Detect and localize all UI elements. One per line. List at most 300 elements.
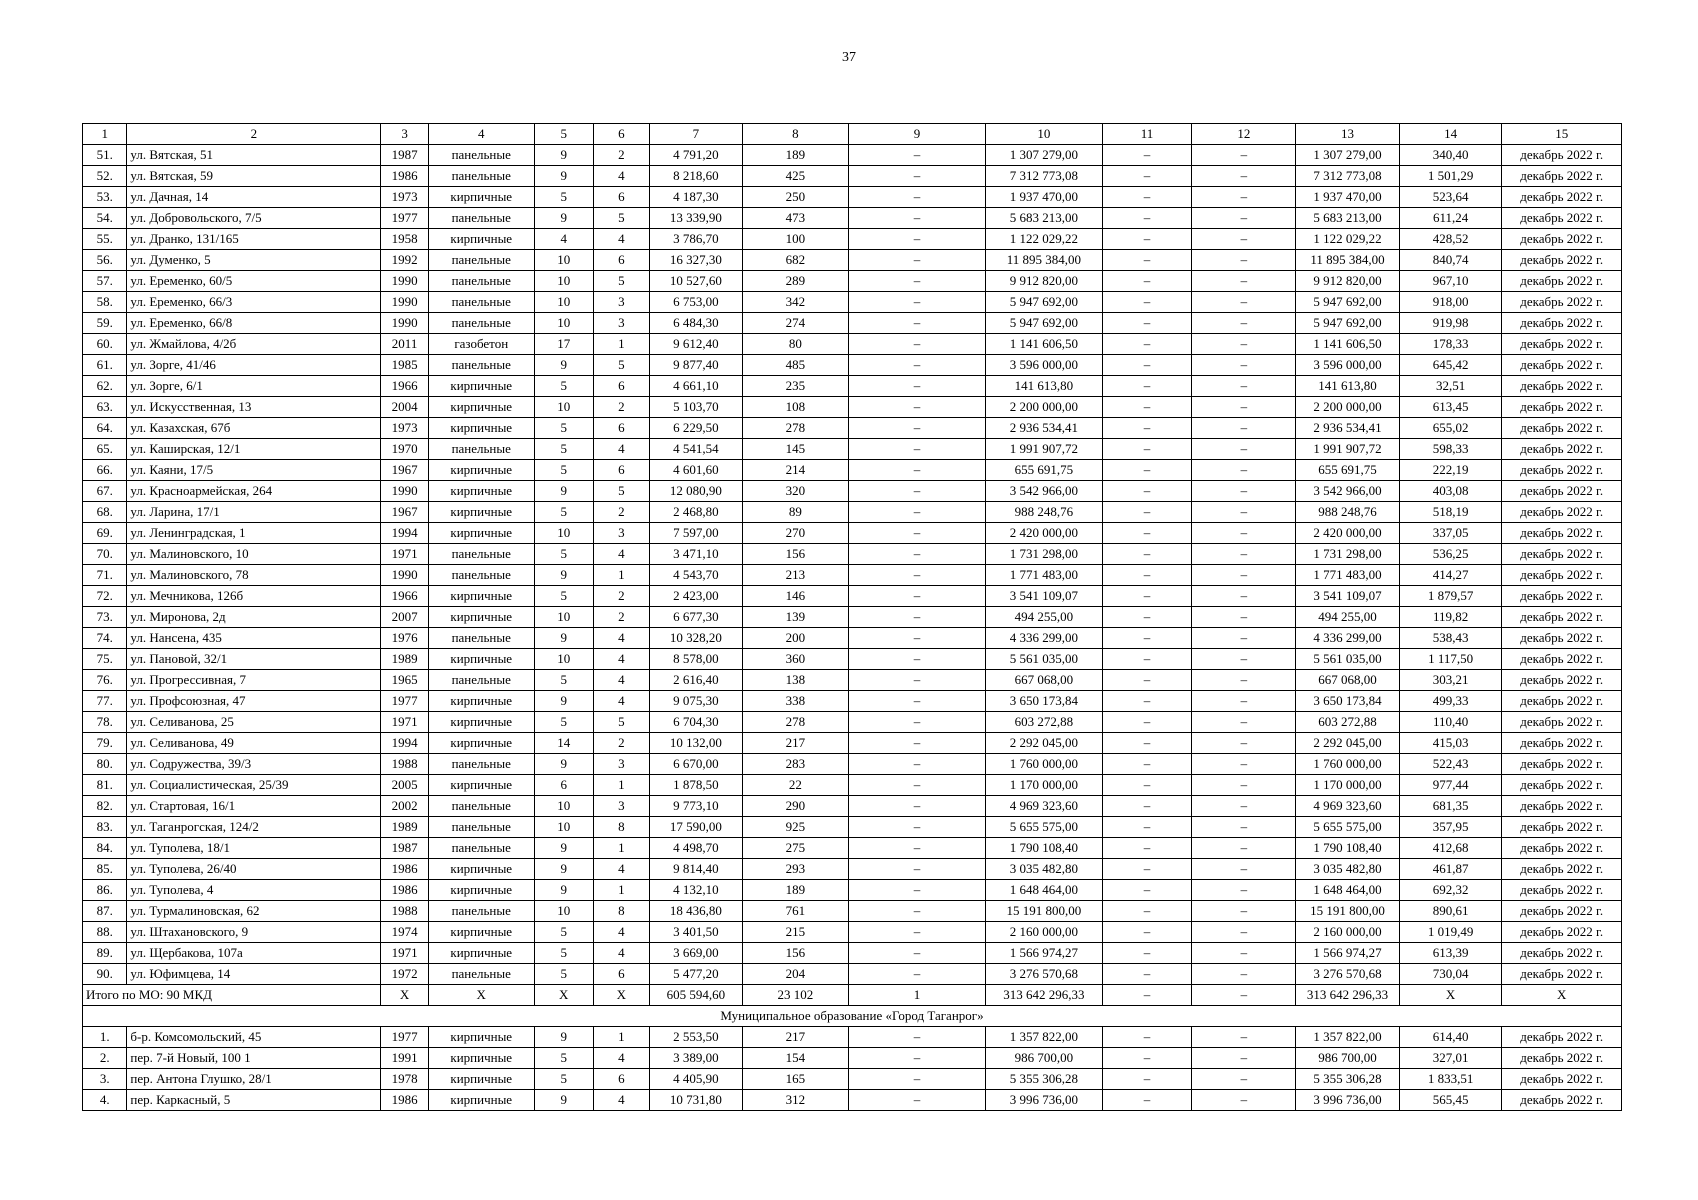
table-cell: 2 160 000,00 xyxy=(1296,922,1400,943)
table-cell: – xyxy=(1192,607,1296,628)
table-cell: 10 xyxy=(986,124,1102,145)
table-cell: 4 187,30 xyxy=(649,187,742,208)
table-cell: 1 790 108,40 xyxy=(986,838,1102,859)
table-cell: 69. xyxy=(83,523,127,544)
table-cell: 283 xyxy=(742,754,848,775)
table-cell: ул. Миронова, 2д xyxy=(127,607,381,628)
table-cell: 60. xyxy=(83,334,127,355)
table-cell: – xyxy=(1192,985,1296,1006)
table-cell: ул. Красноармейская, 264 xyxy=(127,481,381,502)
table-cell: ул. Дачная, 14 xyxy=(127,187,381,208)
table-cell: – xyxy=(1192,271,1296,292)
table-cell: – xyxy=(848,1069,986,1090)
table-cell: 5 947 692,00 xyxy=(986,313,1102,334)
table-cell: 6 xyxy=(593,964,649,985)
table-cell: – xyxy=(848,859,986,880)
table-cell: – xyxy=(1192,733,1296,754)
table-cell: 65. xyxy=(83,439,127,460)
table-cell: 3 xyxy=(593,523,649,544)
table-cell: 4 xyxy=(593,229,649,250)
table-cell: 11 895 384,00 xyxy=(1296,250,1400,271)
table-cell: 2. xyxy=(83,1048,127,1069)
table-cell: 270 xyxy=(742,523,848,544)
table-cell: 2 200 000,00 xyxy=(986,397,1102,418)
table-cell: 1958 xyxy=(381,229,429,250)
table-cell: 730,04 xyxy=(1399,964,1502,985)
table-cell: 1976 xyxy=(381,628,429,649)
table-cell: 200 xyxy=(742,628,848,649)
table-cell: – xyxy=(848,901,986,922)
table-cell: 1967 xyxy=(381,460,429,481)
table-cell: 2004 xyxy=(381,397,429,418)
table-cell: 74. xyxy=(83,628,127,649)
table-row xyxy=(83,208,1622,229)
table-cell: – xyxy=(848,334,986,355)
table-cell: 327,01 xyxy=(1399,1048,1502,1069)
table-cell: – xyxy=(848,166,986,187)
table-row xyxy=(83,859,1622,880)
table-cell: – xyxy=(848,313,986,334)
table-cell: 3 035 482,80 xyxy=(1296,859,1400,880)
table-cell: – xyxy=(848,187,986,208)
table-cell: 14 xyxy=(534,733,593,754)
table-cell: ул. Еременко, 60/5 xyxy=(127,271,381,292)
table-cell: 7 312 773,08 xyxy=(986,166,1102,187)
table-cell: – xyxy=(1192,649,1296,670)
table-cell: 10 xyxy=(534,523,593,544)
table-cell: 3 596 000,00 xyxy=(1296,355,1400,376)
table-cell: 89 xyxy=(742,502,848,523)
table-cell: 1 937 470,00 xyxy=(986,187,1102,208)
table-cell: 4 661,10 xyxy=(649,376,742,397)
table-cell: кирпичные xyxy=(428,880,534,901)
table-cell: 4 336 299,00 xyxy=(986,628,1102,649)
table-cell: X xyxy=(593,985,649,1006)
table-cell: 313 642 296,33 xyxy=(1296,985,1400,1006)
table-cell: – xyxy=(848,1027,986,1048)
table-cell: 1990 xyxy=(381,565,429,586)
table-cell: ул. Селиванова, 49 xyxy=(127,733,381,754)
table-cell: 5 477,20 xyxy=(649,964,742,985)
table-cell: панельные xyxy=(428,439,534,460)
table-cell: 10 xyxy=(534,271,593,292)
table-cell: 2 xyxy=(593,145,649,166)
table-cell: 428,52 xyxy=(1399,229,1502,250)
table-cell: 5 xyxy=(534,439,593,460)
table-cell: панельные xyxy=(428,817,534,838)
table-cell: 2 xyxy=(593,397,649,418)
table-cell: – xyxy=(848,502,986,523)
table-cell: 71. xyxy=(83,565,127,586)
table-cell: декабрь 2022 г. xyxy=(1502,250,1622,271)
table-cell: 611,24 xyxy=(1399,208,1502,229)
table-cell: 4 601,60 xyxy=(649,460,742,481)
table-cell: – xyxy=(1102,166,1192,187)
table-cell: 2 xyxy=(593,607,649,628)
table-cell: 2 xyxy=(593,733,649,754)
table-cell: – xyxy=(1192,880,1296,901)
table-cell: – xyxy=(1102,502,1192,523)
table-cell: 1991 xyxy=(381,1048,429,1069)
table-cell: 4 405,90 xyxy=(649,1069,742,1090)
table-cell: 293 xyxy=(742,859,848,880)
table-cell: – xyxy=(848,670,986,691)
table-cell: 290 xyxy=(742,796,848,817)
table-cell: – xyxy=(1102,376,1192,397)
table-cell: 68. xyxy=(83,502,127,523)
table-cell: 12 xyxy=(1192,124,1296,145)
table-cell: ул. Юфимцева, 14 xyxy=(127,964,381,985)
table-cell: – xyxy=(848,922,986,943)
table-cell: 3 471,10 xyxy=(649,544,742,565)
table-cell: – xyxy=(1102,1090,1192,1111)
table-cell: 5 xyxy=(534,187,593,208)
table-cell: декабрь 2022 г. xyxy=(1502,187,1622,208)
table-cell: декабрь 2022 г. xyxy=(1502,712,1622,733)
table-row xyxy=(83,334,1622,355)
table-cell: кирпичные xyxy=(428,1048,534,1069)
table-cell: – xyxy=(848,964,986,985)
table-cell: 1 879,57 xyxy=(1399,586,1502,607)
table-cell: ул. Думенко, 5 xyxy=(127,250,381,271)
table-row xyxy=(83,187,1622,208)
table-cell: 9 xyxy=(534,754,593,775)
table-cell: декабрь 2022 г. xyxy=(1502,1090,1622,1111)
table-cell: – xyxy=(848,880,986,901)
table-cell: 1 xyxy=(593,334,649,355)
table-cell: 667 068,00 xyxy=(986,670,1102,691)
table-cell: – xyxy=(1192,376,1296,397)
table-cell: – xyxy=(1102,607,1192,628)
table-cell: 4 xyxy=(593,544,649,565)
table-cell: 1 141 606,50 xyxy=(1296,334,1400,355)
table-cell: – xyxy=(1192,418,1296,439)
table-row xyxy=(83,565,1622,586)
table-cell: – xyxy=(1102,292,1192,313)
table-cell: 1 501,29 xyxy=(1399,166,1502,187)
table-cell: 275 xyxy=(742,838,848,859)
table-cell: 64. xyxy=(83,418,127,439)
table-cell: декабрь 2022 г. xyxy=(1502,565,1622,586)
table-cell: 1986 xyxy=(381,166,429,187)
table-cell: ул. Турмалиновская, 62 xyxy=(127,901,381,922)
table-cell: 278 xyxy=(742,418,848,439)
table-cell: 10 527,60 xyxy=(649,271,742,292)
table-cell: 1989 xyxy=(381,817,429,838)
table-cell: – xyxy=(1102,187,1192,208)
table-cell: – xyxy=(1102,901,1192,922)
table-cell: 1 648 464,00 xyxy=(1296,880,1400,901)
table-cell: 84. xyxy=(83,838,127,859)
table-cell: – xyxy=(1102,418,1192,439)
table-cell: 2 420 000,00 xyxy=(986,523,1102,544)
table-cell: 3 xyxy=(593,754,649,775)
table-cell: декабрь 2022 г. xyxy=(1502,817,1622,838)
table-cell: – xyxy=(1192,292,1296,313)
table-cell: 1970 xyxy=(381,439,429,460)
table-cell: 6 229,50 xyxy=(649,418,742,439)
table-row xyxy=(83,397,1622,418)
table-cell: 100 xyxy=(742,229,848,250)
table-cell: декабрь 2022 г. xyxy=(1502,292,1622,313)
table-cell: декабрь 2022 г. xyxy=(1502,313,1622,334)
table-cell: – xyxy=(1102,880,1192,901)
table-cell: 77. xyxy=(83,691,127,712)
table-cell: 1986 xyxy=(381,859,429,880)
table-cell: кирпичные xyxy=(428,1069,534,1090)
table-cell: – xyxy=(1192,334,1296,355)
table-cell: 3 035 482,80 xyxy=(986,859,1102,880)
table-cell: 1 117,50 xyxy=(1399,649,1502,670)
table-cell: 2005 xyxy=(381,775,429,796)
table-cell: – xyxy=(1102,355,1192,376)
table-cell: 57. xyxy=(83,271,127,292)
table-cell: 1986 xyxy=(381,880,429,901)
table-cell: – xyxy=(1102,691,1192,712)
table-cell: 72. xyxy=(83,586,127,607)
table-cell: 7 xyxy=(649,124,742,145)
table-cell: 1 771 483,00 xyxy=(986,565,1102,586)
table-cell: 5 561 035,00 xyxy=(1296,649,1400,670)
table-cell: ул. Мечникова, 126б xyxy=(127,586,381,607)
table-cell: 6 484,30 xyxy=(649,313,742,334)
table-cell: 1 648 464,00 xyxy=(986,880,1102,901)
table-cell: кирпичные xyxy=(428,397,534,418)
table-cell: 1974 xyxy=(381,922,429,943)
table-cell: – xyxy=(848,733,986,754)
table-cell: панельные xyxy=(428,964,534,985)
table-cell: – xyxy=(1102,1069,1192,1090)
table-row xyxy=(83,292,1622,313)
table-cell: – xyxy=(1192,712,1296,733)
table-cell: 5 xyxy=(534,670,593,691)
table-cell: 217 xyxy=(742,1027,848,1048)
table-cell: 5 683 213,00 xyxy=(1296,208,1400,229)
table-cell: ул. Дранко, 131/165 xyxy=(127,229,381,250)
table-row xyxy=(83,670,1622,691)
table-cell: 2 292 045,00 xyxy=(1296,733,1400,754)
table-cell: 78. xyxy=(83,712,127,733)
table-row xyxy=(83,1027,1622,1048)
table-cell: декабрь 2022 г. xyxy=(1502,691,1622,712)
table-cell: пер. Антона Глушко, 28/1 xyxy=(127,1069,381,1090)
table-cell: 412,68 xyxy=(1399,838,1502,859)
table-cell: – xyxy=(1102,922,1192,943)
table-row xyxy=(83,817,1622,838)
table-cell: 1988 xyxy=(381,901,429,922)
table-cell: 88. xyxy=(83,922,127,943)
table-cell: 10 xyxy=(534,649,593,670)
table-cell: 340,40 xyxy=(1399,145,1502,166)
table-cell: панельные xyxy=(428,754,534,775)
table-cell: 1 170 000,00 xyxy=(1296,775,1400,796)
table-cell: 9 xyxy=(534,208,593,229)
table-cell: 4 xyxy=(593,439,649,460)
table-cell: 141 613,80 xyxy=(1296,376,1400,397)
table-cell: 4 336 299,00 xyxy=(1296,628,1400,649)
table-cell: 918,00 xyxy=(1399,292,1502,313)
table-cell: декабрь 2022 г. xyxy=(1502,880,1622,901)
table-cell: 523,64 xyxy=(1399,187,1502,208)
header-row xyxy=(83,124,1622,145)
table-cell: 15 xyxy=(1502,124,1622,145)
table-cell: 5 xyxy=(534,1048,593,1069)
table-cell: 2 553,50 xyxy=(649,1027,742,1048)
table-row xyxy=(83,439,1622,460)
table-cell: – xyxy=(848,208,986,229)
table-cell: декабрь 2022 г. xyxy=(1502,397,1622,418)
table-row xyxy=(83,838,1622,859)
table-cell: 1 760 000,00 xyxy=(986,754,1102,775)
table-cell: 67. xyxy=(83,481,127,502)
table-cell: кирпичные xyxy=(428,607,534,628)
table-cell: декабрь 2022 г. xyxy=(1502,481,1622,502)
table-cell: ул. Добровольского, 7/5 xyxy=(127,208,381,229)
table-cell: 73. xyxy=(83,607,127,628)
table-cell: 1 170 000,00 xyxy=(986,775,1102,796)
table-cell: – xyxy=(1192,1090,1296,1111)
table-cell: 6 xyxy=(593,1069,649,1090)
table-cell: 655 691,75 xyxy=(986,460,1102,481)
table-cell: – xyxy=(1192,565,1296,586)
table-cell: 6 670,00 xyxy=(649,754,742,775)
table-cell: 5 xyxy=(534,943,593,964)
table-cell: – xyxy=(1192,229,1296,250)
table-cell: – xyxy=(1102,964,1192,985)
table-cell: 8 xyxy=(593,901,649,922)
table-cell: 56. xyxy=(83,250,127,271)
table-cell: 1971 xyxy=(381,544,429,565)
table-cell: 1987 xyxy=(381,145,429,166)
table-cell: 565,45 xyxy=(1399,1090,1502,1111)
table-cell: – xyxy=(1102,208,1192,229)
table-cell: 86. xyxy=(83,880,127,901)
table-cell: – xyxy=(1102,838,1192,859)
table-cell: 1 833,51 xyxy=(1399,1069,1502,1090)
table-cell: 6 xyxy=(593,250,649,271)
table-cell: 5 xyxy=(534,544,593,565)
table-cell: – xyxy=(1192,502,1296,523)
table-cell: 204 xyxy=(742,964,848,985)
table-cell: декабрь 2022 г. xyxy=(1502,376,1622,397)
table-cell: 119,82 xyxy=(1399,607,1502,628)
table-cell: – xyxy=(1102,481,1192,502)
table-cell: 925 xyxy=(742,817,848,838)
table-cell: 1988 xyxy=(381,754,429,775)
table-cell: 5 xyxy=(534,502,593,523)
table-cell: 54. xyxy=(83,208,127,229)
table-cell: 87. xyxy=(83,901,127,922)
table-cell: 1971 xyxy=(381,712,429,733)
table-cell: 4 xyxy=(593,859,649,880)
table-cell: 51. xyxy=(83,145,127,166)
table-cell: панельные xyxy=(428,838,534,859)
table-cell: 156 xyxy=(742,943,848,964)
table-cell: 8 578,00 xyxy=(649,649,742,670)
table-cell: – xyxy=(1192,964,1296,985)
table-cell: 655 691,75 xyxy=(1296,460,1400,481)
table-cell: 1965 xyxy=(381,670,429,691)
table-cell: – xyxy=(848,355,986,376)
table-cell: – xyxy=(848,817,986,838)
table-cell: X xyxy=(428,985,534,1006)
table-cell: – xyxy=(848,481,986,502)
table-cell: 32,51 xyxy=(1399,376,1502,397)
table-cell: 10 xyxy=(534,250,593,271)
table-cell: ул. Прогрессивная, 7 xyxy=(127,670,381,691)
table-cell: 13 xyxy=(1296,124,1400,145)
table-cell: 4 791,20 xyxy=(649,145,742,166)
table-cell: 2 936 534,41 xyxy=(1296,418,1400,439)
table-cell: кирпичные xyxy=(428,502,534,523)
table-cell: декабрь 2022 г. xyxy=(1502,670,1622,691)
table-cell: 5 xyxy=(534,964,593,985)
table-cell: 8 xyxy=(742,124,848,145)
table-cell: – xyxy=(1102,859,1192,880)
table-cell: – xyxy=(1102,439,1192,460)
table-cell: 83. xyxy=(83,817,127,838)
table-cell: – xyxy=(848,145,986,166)
housing-registry-table xyxy=(82,123,1622,1111)
table-cell: 85. xyxy=(83,859,127,880)
table-cell: 5 xyxy=(534,124,593,145)
table-cell: 55. xyxy=(83,229,127,250)
table-cell: 1987 xyxy=(381,838,429,859)
table-cell: 1990 xyxy=(381,292,429,313)
table-cell: – xyxy=(848,754,986,775)
table-cell: кирпичные xyxy=(428,943,534,964)
table-cell: 2 616,40 xyxy=(649,670,742,691)
table-cell: – xyxy=(848,691,986,712)
table-cell: ул. Вятская, 59 xyxy=(127,166,381,187)
table-cell: 312 xyxy=(742,1090,848,1111)
table-cell: – xyxy=(1102,712,1192,733)
table-cell: 5 561 035,00 xyxy=(986,649,1102,670)
table-cell: 10 xyxy=(534,901,593,922)
table-cell: – xyxy=(848,523,986,544)
table-cell: 986 700,00 xyxy=(1296,1048,1400,1069)
table-cell: 3 541 109,07 xyxy=(1296,586,1400,607)
table-cell: 1994 xyxy=(381,733,429,754)
table-row xyxy=(83,271,1622,292)
table-cell: – xyxy=(1102,1027,1192,1048)
table-cell: ул. Стартовая, 16/1 xyxy=(127,796,381,817)
table-cell: – xyxy=(1192,922,1296,943)
table-cell: 1 xyxy=(593,880,649,901)
table-cell: ул. Вятская, 51 xyxy=(127,145,381,166)
table-cell: 146 xyxy=(742,586,848,607)
table-cell: декабрь 2022 г. xyxy=(1502,334,1622,355)
table-cell: 1 122 029,22 xyxy=(986,229,1102,250)
table-cell: – xyxy=(1102,628,1192,649)
table-cell: – xyxy=(1192,313,1296,334)
table-cell: 1966 xyxy=(381,376,429,397)
table-cell: – xyxy=(1102,775,1192,796)
table-cell: – xyxy=(1192,775,1296,796)
table-cell: 1966 xyxy=(381,586,429,607)
table-cell: 81. xyxy=(83,775,127,796)
table-cell: – xyxy=(848,775,986,796)
table-cell: 5 xyxy=(534,712,593,733)
table-cell: 342 xyxy=(742,292,848,313)
table-cell: панельные xyxy=(428,145,534,166)
table-cell: 3 650 173,84 xyxy=(986,691,1102,712)
table-cell: X xyxy=(534,985,593,1006)
table-cell: – xyxy=(1102,229,1192,250)
table-cell: декабрь 2022 г. xyxy=(1502,754,1622,775)
table-cell: 425 xyxy=(742,166,848,187)
table-cell: – xyxy=(848,271,986,292)
